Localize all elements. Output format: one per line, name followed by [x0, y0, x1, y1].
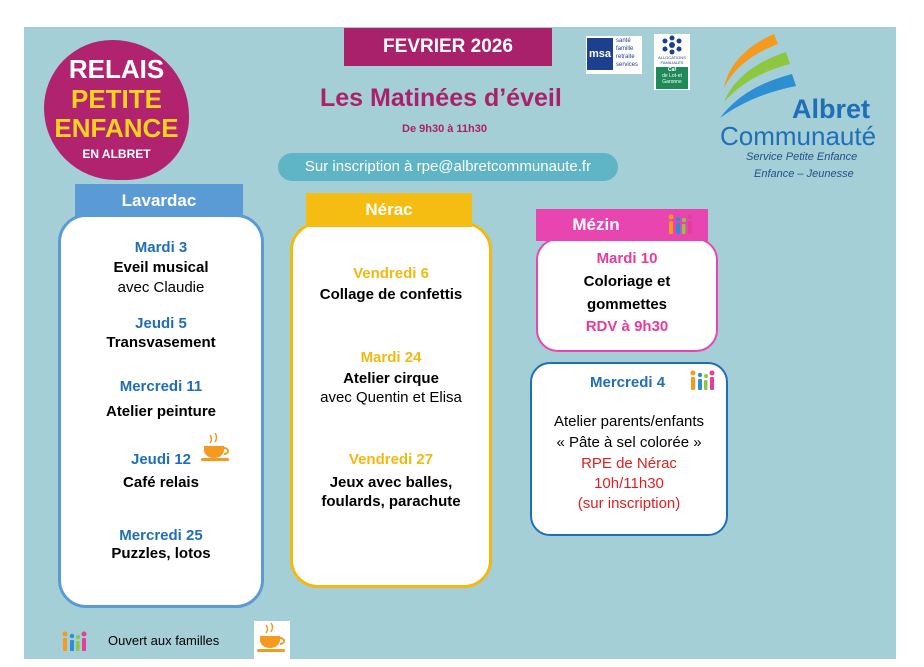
caf-line3: Caf: [667, 67, 677, 73]
caf-line4: de Lot-et: [662, 73, 682, 79]
mezin-activity-detail: gommettes: [586, 296, 668, 313]
lavardac-day-5: Mercredi 25: [119, 527, 203, 544]
lavardac-activity-5: Puzzles, lotos: [111, 545, 211, 562]
nerac-day-1: Vendredi 6: [353, 265, 429, 282]
albret-logo: [708, 30, 896, 190]
lavardac-day-2: Jeudi 5: [135, 315, 187, 332]
family-icon: [688, 368, 716, 392]
mezin-column: [536, 238, 718, 352]
family-icon: [60, 629, 88, 653]
lavardac-activity-2: Transvasement: [106, 334, 216, 351]
albret-sub1: Service Petite Enfance: [746, 151, 858, 163]
caf-star-icon: [654, 35, 690, 55]
nerac-day-2: Mardi 24: [360, 349, 422, 366]
lavardac-day-1: Mardi 3: [134, 239, 188, 256]
rpe-logo-line2: PETITE: [70, 84, 162, 114]
lavardac-activity-1-detail: avec Claudie: [117, 279, 205, 296]
special-time: 10h/11h30: [594, 475, 664, 492]
nerac-day-3: Vendredi 27: [348, 451, 434, 468]
nerac-activity-3-detail: foulards, parachute: [321, 493, 461, 510]
nerac-tab: Nérac: [306, 193, 472, 227]
msa-line1: santé: [616, 38, 631, 44]
lavardac-column: [58, 214, 264, 608]
month-banner: FEVRIER 2026: [344, 28, 552, 66]
family-icon: [666, 212, 694, 236]
mezin-activity: Coloriage et: [583, 273, 671, 290]
caf-line5: Garonne: [662, 79, 682, 85]
rpe-logo-line4: EN ALBRET: [82, 147, 151, 161]
lavardac-tab: Lavardac: [75, 184, 243, 217]
lavardac-activity-3: Atelier peinture: [105, 403, 217, 420]
lavardac-day-4: Jeudi 12: [130, 451, 192, 468]
albret-swoosh-icon: [716, 32, 796, 122]
mezin-tab-label: Mézin: [572, 215, 620, 234]
albret-name2: Communauté: [720, 121, 877, 151]
special-day: Mercredi 4: [590, 374, 666, 391]
lavardac-day-3: Mercredi 11: [119, 378, 203, 395]
msa-logo: [586, 36, 642, 74]
albret-sub2: Enfance – Jeunesse: [754, 168, 854, 180]
nerac-activity-2-detail: avec Quentin et Elisa: [320, 389, 462, 406]
nerac-activity-3: Jeux avec balles,: [329, 474, 453, 491]
msa-line4: services: [616, 62, 639, 68]
mezin-rdv: RDV à 9h30: [585, 318, 669, 335]
rpe-logo: [44, 40, 189, 180]
msa-letters: msa: [587, 38, 613, 70]
special-title: Atelier parents/enfants: [553, 413, 705, 430]
lavardac-activity-4: Café relais: [123, 474, 199, 491]
caf-line2: FAMILIALES: [660, 60, 684, 65]
msa-line3: retraite: [616, 54, 635, 60]
special-subtitle: « Pâte à sel colorée »: [556, 434, 702, 451]
msa-line2: famille: [616, 46, 634, 52]
rpe-logo-line1: RELAIS: [68, 54, 165, 84]
hours-subtitle: De 9h30 à 11h30: [402, 123, 488, 135]
page-title: Les Matinées d’éveil: [320, 84, 562, 112]
nerac-column: [290, 222, 492, 588]
legend-coffee: [254, 621, 290, 659]
lavardac-activity-1: Eveil musical: [113, 259, 209, 276]
legend-families: Ouvert aux familles: [108, 633, 220, 648]
inscription-banner: Sur inscription à rpe@albretcommunaute.fr: [278, 153, 618, 181]
nerac-activity-2: Atelier cirque: [343, 370, 439, 387]
special-note: (sur inscription): [577, 495, 681, 512]
special-location: RPE de Nérac: [581, 455, 677, 472]
nerac-activity-1: Collage de confettis: [319, 286, 463, 303]
caf-logo: [654, 34, 690, 90]
mezin-day: Mardi 10: [596, 250, 658, 267]
caf-line1: ALLOCATIONS: [658, 55, 686, 60]
coffee-cup-icon: [254, 621, 290, 657]
rpe-logo-line3: ENFANCE: [54, 113, 179, 143]
coffee-cup-icon: [200, 433, 232, 463]
albret-name1: Albret: [792, 94, 871, 124]
